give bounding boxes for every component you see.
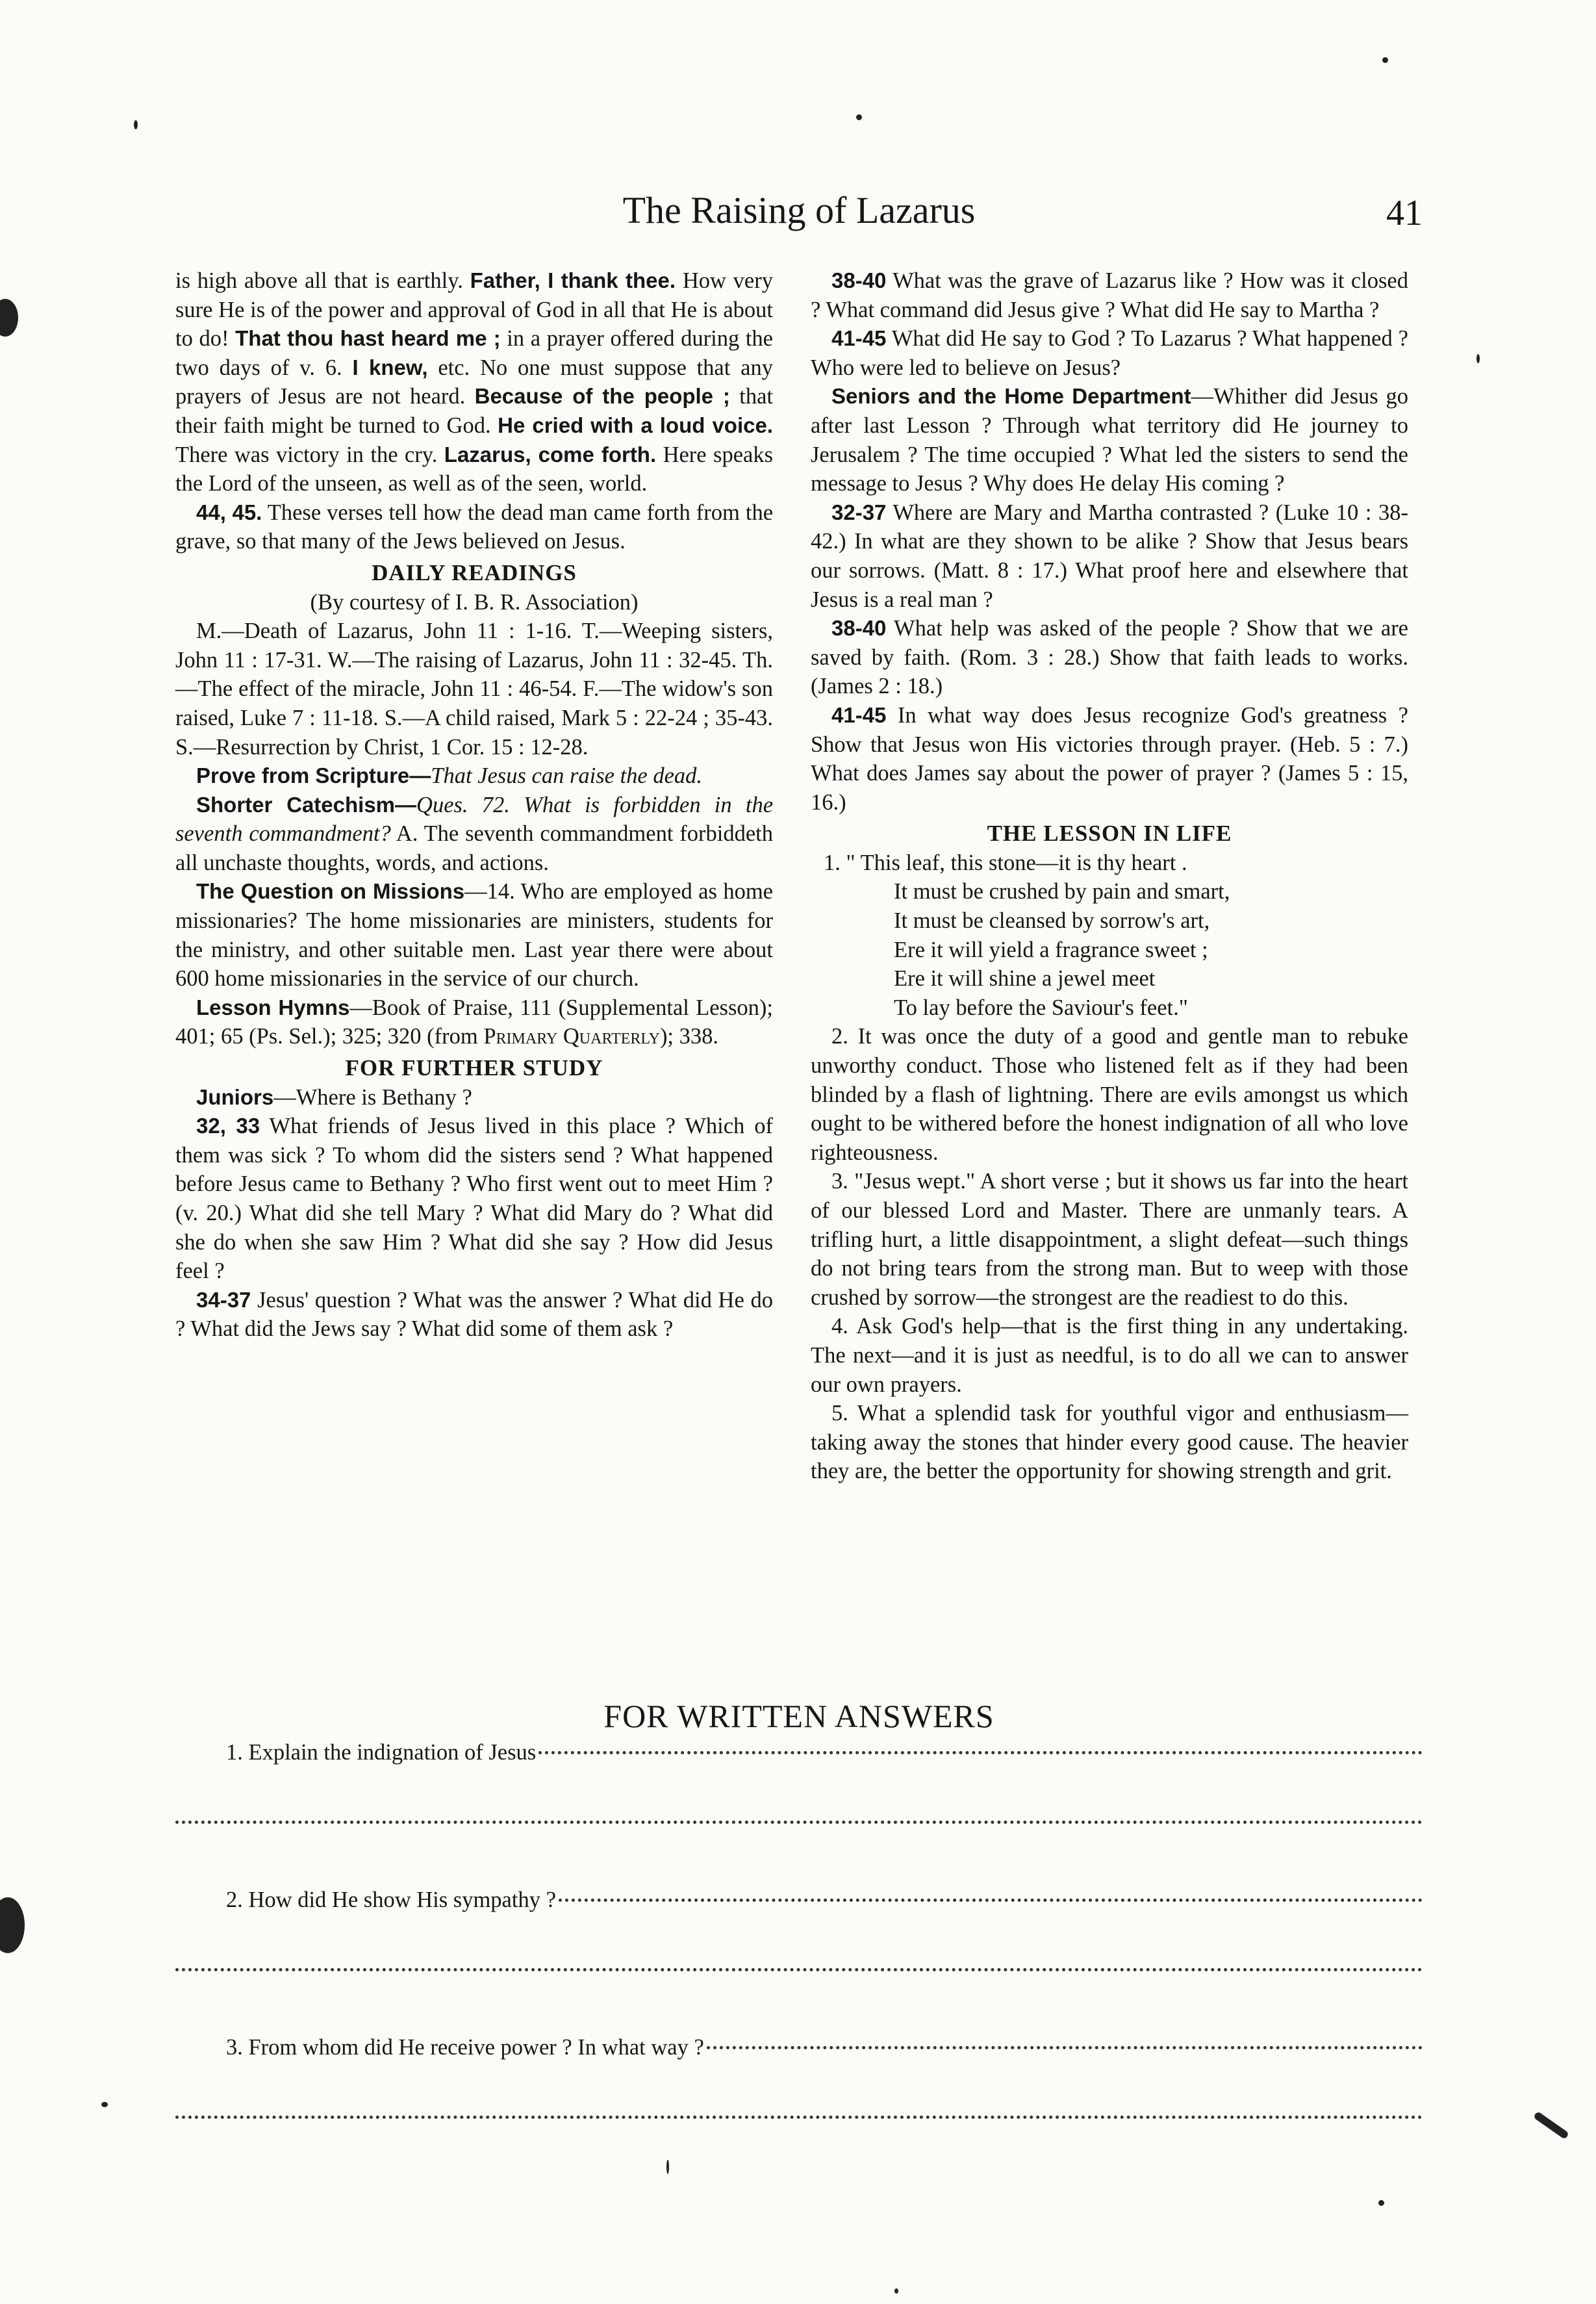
text: etc. No one must suppose that any prayers of Jesus are not heard. [175,355,773,409]
poem-line: 1. " This leaf, this stone—it is thy heart . [824,850,1187,875]
poem-line: It must be cleansed by sorrow's art, [894,908,1210,934]
label: Juniors [196,1084,274,1109]
answer-line[interactable] [559,1899,1423,1902]
bold-phrase: Lazarus, come forth. [444,442,657,467]
daily-readings-text: M.—Death of Lazarus, John 11 : 1-16. T.—Weeping sisters, John 11 : 17-31. W.—The raising of Lazarus, John 11 : 32-45. Th.—The effect of the miracle, John 11 : 46-54. F.—The widow's son raised, Luke 7 : 11-18. S.—A child raised, Mark 5 : 22-24 ; 35-43. S.—Resurrection by Christ, 1 Cor. 15 : 12-28. [175,619,773,760]
left-column [175,266,773,1344]
text: Here speaks the Lord of the unseen, as well as of the seen, world. [175,442,774,496]
study-question-34-37 [175,1286,773,1344]
ques: Ques. 72. [416,792,510,817]
further-study-heading: FOR FURTHER STUDY [345,1055,603,1081]
small-caps: Primary Quarterly [483,1024,660,1049]
verse-ref: 41-45 [831,326,887,351]
written-answers-heading: FOR WRITTEN ANSWERS [603,1698,994,1734]
bold-phrase: Father, I thank thee. [470,268,676,292]
verse-ref: 32-37 [831,500,887,524]
scan-speck [856,114,862,120]
label: The Question on Missions [196,879,465,904]
poem-line: Ere it will yield a fragrance sweet ; [894,937,1208,962]
bold-phrase: I knew, [352,355,428,379]
poem-line: It must be crushed by pain and smart, [894,879,1230,904]
lesson-point-5: 5. What a splendid task for youthful vigor and enthusiasm—taking away the stones that hinder every good cause. The heavier they are, the better the opportunity for showing strength and grit. [811,1401,1408,1484]
study-question-32-33 [175,1112,773,1286]
prove-from-scripture [175,762,773,791]
scan-speck [0,1897,25,1953]
written-question-2 [175,1888,1423,1930]
juniors [175,1083,773,1112]
text: —14. Who are employed as home missionaries? The home missionaries are ministers, students for the ministry, and other suitable men. Last year there were about 600 home missionaries in the service of our church. [175,879,773,992]
question-text: 1. Explain the indignation of Jesus [226,1740,537,1765]
senior-question-32-37 [811,498,1408,614]
daily-readings-courtesy: (By courtesy of I. B. R. Association) [310,589,639,615]
text: —Book of Praise, 111 (Supplemental Lesson); 401; 65 (Ps. Sel.); 325; 320 (from [175,995,773,1049]
shorter-catechism [175,791,773,878]
page-title: The Raising of Lazarus [622,189,976,231]
bold-phrase: He cried with a loud voice. [498,413,773,437]
seniors-home-department [811,382,1408,498]
text: ); 338. [659,1024,719,1049]
verse-ref: 38-40 [831,268,887,292]
question-text: 3. From whom did He receive power ? In what way ? [226,2035,704,2060]
lesson-in-life-heading: THE LESSON IN LIFE [987,821,1232,847]
answer: A. The seventh commandment forbiddeth all unchaste thoughts, words, and actions. [175,821,774,875]
lesson-point-4: 4. Ask God's help—that is the first thing in any undertaking. The next—and it is just as needful, is to do all we can to answer our own prayers. [811,1314,1408,1397]
verse-ref: 32, 33 [196,1114,260,1138]
answer-line[interactable] [175,1930,1423,1971]
lesson-hymns [175,993,773,1051]
text: These verses tell how the dead man came forth from the grave, so that many of the Jews believed on Jesus. [175,500,774,554]
scan-speck [1533,2111,1569,2140]
text: is high above all that is earthly. [175,268,470,293]
page-header [175,188,1423,247]
answer-line[interactable] [175,1783,1423,1824]
text: in a prayer offered during the two days of v. 6. [175,326,773,380]
right-column [811,266,1408,1486]
scan-speck [101,2102,108,2107]
text: —Where is Bethany ? [273,1084,472,1110]
verse-ref: 34-37 [196,1287,251,1312]
senior-question-38-40 [811,614,1408,701]
label: Shorter Catechism— [196,792,417,817]
label: Lesson Hymns [196,995,350,1019]
paragraph-exposition [175,266,773,498]
text: In what way does Jesus recognize God's greatness ? Show that Jesus won His victories through prayer. (Heb. 5 : 7.) What does James say about the power of prayer ? (James 5 : 15, 16.) [811,702,1408,815]
text: What help was asked of the people ? Show that we are saved by faith. (Rom. 3 : 28.) Show that faith leads to works. (James 2 : 18.) [811,616,1408,699]
study-question-41-45 [811,324,1408,382]
text: that their faith might be turned to God. [175,384,773,438]
verse-ref: 41-45 [831,702,887,727]
written-answers-section [175,1697,1423,2182]
text: What was the grave of Lazarus like ? How was it closed ? What command did Jesus give ? What did He say to Martha ? [811,268,1408,322]
study-question-38-40 [811,266,1408,324]
scan-speck [0,299,18,337]
verse-ref: 38-40 [831,616,887,641]
question-on-missions [175,877,773,993]
answer-line[interactable] [175,2078,1423,2119]
label: Prove from Scripture— [196,763,431,788]
paragraph-verses-44-45 [175,498,773,556]
page-number: 41 [1386,193,1423,233]
scan-speck [894,2288,898,2294]
verse-ref: 44, 45. [196,500,262,524]
bold-phrase: Because of the people ; [474,384,730,409]
poem [811,849,1408,1023]
scan-speck [666,2160,669,2174]
daily-readings-heading: DAILY READINGS [372,559,577,585]
scan-speck [134,120,138,129]
answer-line[interactable] [538,1751,1423,1754]
text: That Jesus can raise the dead. [431,763,703,789]
lesson-point-2: 2. It was once the duty of a good and gentle man to rebuke unworthy conduct. Those who listened felt as if they had been blinded by a flash of lightning. There are evils amongst us which ought to be withered before the honest indignation of all who love righteousness. [811,1024,1408,1165]
scan-speck [1476,354,1480,363]
text: There was victory in the cry. [175,442,444,467]
question: What is forbidden in the seventh commandment? [175,792,774,847]
text: —Whither did Jesus go after last Lesson ? Through what territory did He journey to Jerusalem ? The time occupied ? What led the sisters to send the message to Jesus ? Why does He delay His coming ? [811,384,1408,496]
scan-speck [1378,2200,1384,2206]
written-question-3 [175,2035,1423,2078]
poem-line: To lay before the Saviour's feet." [894,995,1188,1020]
question-text: 2. How did He show His sympathy ? [226,1888,556,1912]
text: What friends of Jesus lived in this place ? Which of them was sick ? To whom did the sisters send ? What happened before Jesus came to Bethany ? Who first went out to meet Him ? (v. 20.) What did she tell Mary ? What did Mary do ? What did she do when she saw Him ? What did she say ? How did Jesus feel ? [175,1114,774,1284]
text: Jesus' question ? What was the answer ? What did He do ? What did the Jews say ? What did some of them ask ? [175,1287,773,1342]
bold-phrase: That thou hast heard me ; [235,326,501,351]
text: What did He say to God ? To Lazarus ? What happened ? Who were led to believe on Jesus? [811,326,1408,380]
text: Where are Mary and Martha contrasted ? (Luke 10 : 38-42.) In what are they shown to be alike ? Show that Jesus bears our sorrows. (Matt. 8 : 17.) What proof here and elsewhere that Jesus is a real man ? [811,500,1408,612]
written-question-1 [175,1740,1423,1783]
lesson-point-3: 3. "Jesus wept." A short verse ; but it shows us far into the heart of our blessed Lord and Master. There are unmanly tears. A trifling hurt, a little disappointment, a slight defeat—such things do not bring tears from the strong man. But to weep with those crushed by sorrow—the strongest are the readiest to do this. [811,1169,1408,1310]
label: Seniors and the Home Department [831,384,1191,409]
poem-line: Ere it will shine a jewel meet [894,966,1156,992]
senior-question-41-45 [811,701,1408,817]
answer-line[interactable] [707,2046,1423,2049]
scan-speck [1382,57,1388,63]
text: How very sure He is of the power and approval of God in all that He is about to do! [175,268,773,352]
